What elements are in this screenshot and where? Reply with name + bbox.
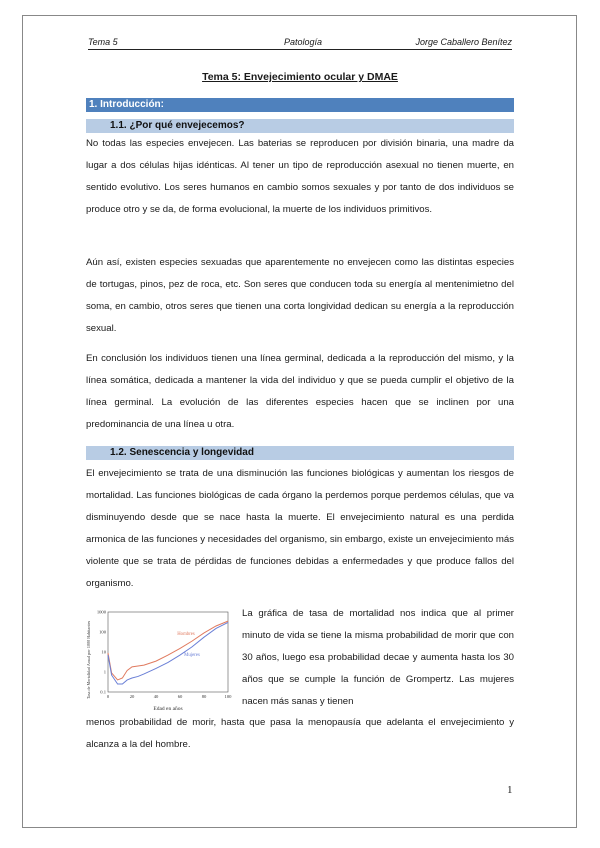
x-tick-label: 80 (201, 694, 207, 699)
x-tick-label: 20 (129, 694, 135, 699)
chart-xlabel: Edad en años (153, 706, 183, 712)
paragraph-4: El envejecimiento se trata de una disminución las funciones biológicas y aumentan los riesgos de mortalidad. Las funciones biológicas de cada órgano la perdemos porque perdemos células, que va disminuyendo desde que se nace hasta la muerte. El envejecimiento natural es una perdida armonica de las funciones y necesidades del organismo, sin embargo, existe un envejecimiento más violente que se trata de pérdidas de funciones debidas a enfermedades y que produce fallos del organismo. (86, 468, 514, 589)
paragraph-3: En conclusión los individuos tienen una línea germinal, dedicada a la reproducción del mismo, y la línea somática, dedicada a mantener la vida del individuo y que se pueda cumplir el objetivo de la línea germinal. La evolución de las diferentes especies hacen que se inclinen por una predominancia de una línea u otra. (86, 353, 514, 430)
section-heading-introduccion: 1. Introducción: (86, 98, 514, 112)
paragraph-1: No todas las especies envejecen. Las baterias se reproducen por división binaria, una madre da lugar a dos células hijas idénticas. Al tener un tipo de reproducción asexual no tienen muerte, en sentido evolutivo. Los seres humanos en cambio somos sexuales y por tanto de dos individuos se produce otro y se da, de forma evolucional, la muerte de los individuos primitivos. (86, 138, 514, 215)
header-center: Patología (284, 37, 323, 47)
mortality-chart (86, 606, 234, 714)
page-number: 1 (507, 784, 513, 796)
y-tick-label: 0.1 (100, 689, 106, 695)
y-tick-label: 100 (99, 629, 106, 635)
y-tick-label: 1 (103, 669, 106, 675)
x-tick-label: 0 (106, 694, 110, 699)
x-tick-label: 60 (177, 694, 183, 699)
y-tick-label: 10 (101, 649, 106, 655)
header-right: Jorge Caballero Benítez (415, 37, 512, 47)
paragraph-5-wrapped: La gráfica de tasa de mortalidad nos indica que al primer minuto de vida se tiene la misma probabilidad de morir que con 30 años, luego esa probabilidad decae y aumenta hasta los 30 años que se cumple la función de Grompertz. Las mujeres nacen más sanas y tienen (242, 608, 514, 707)
subsection-heading-senescencia: 1.2. Senescencia y longevidad (86, 446, 514, 460)
y-tick-label: 1000 (96, 609, 106, 615)
series-label-mujeres: Mujeres (184, 652, 200, 658)
mortality-chart-svg (86, 606, 234, 714)
chart-ylabel: Tasa de Mortalidad Anual por 1000 Habitantes (86, 620, 91, 700)
paragraph-5-continued: menos probabilidad de morir, hasta que pasa la menopausía que adelanta el envejecimiento y alcanza a la del hombre. (86, 717, 514, 750)
header-rule (88, 49, 512, 50)
chart-plot-area (108, 612, 228, 692)
x-tick-label: 40 (153, 694, 159, 699)
subsection-heading-por-que: 1.1. ¿Por qué envejecemos? (86, 119, 514, 133)
paragraph-2: Aún así, existen especies sexuadas que aparentemente no envejecen como las distintas especies de tortugas, pinos, pez de roca, etc. Son seres que conducen toda su energía al mentenimietno del soma, en cambio, otros seres que tienen una corta longividad dedican su energía a la reproducción sexual. (86, 257, 514, 334)
header-left: Tema 5 (88, 37, 118, 47)
series-line-hombres (108, 621, 228, 680)
series-line-mujeres (108, 622, 228, 684)
x-tick-label: 100 (224, 694, 232, 699)
series-label-hombres: Hombres (177, 632, 195, 638)
document-title: Tema 5: Envejecimiento ocular y DMAE (202, 71, 398, 83)
